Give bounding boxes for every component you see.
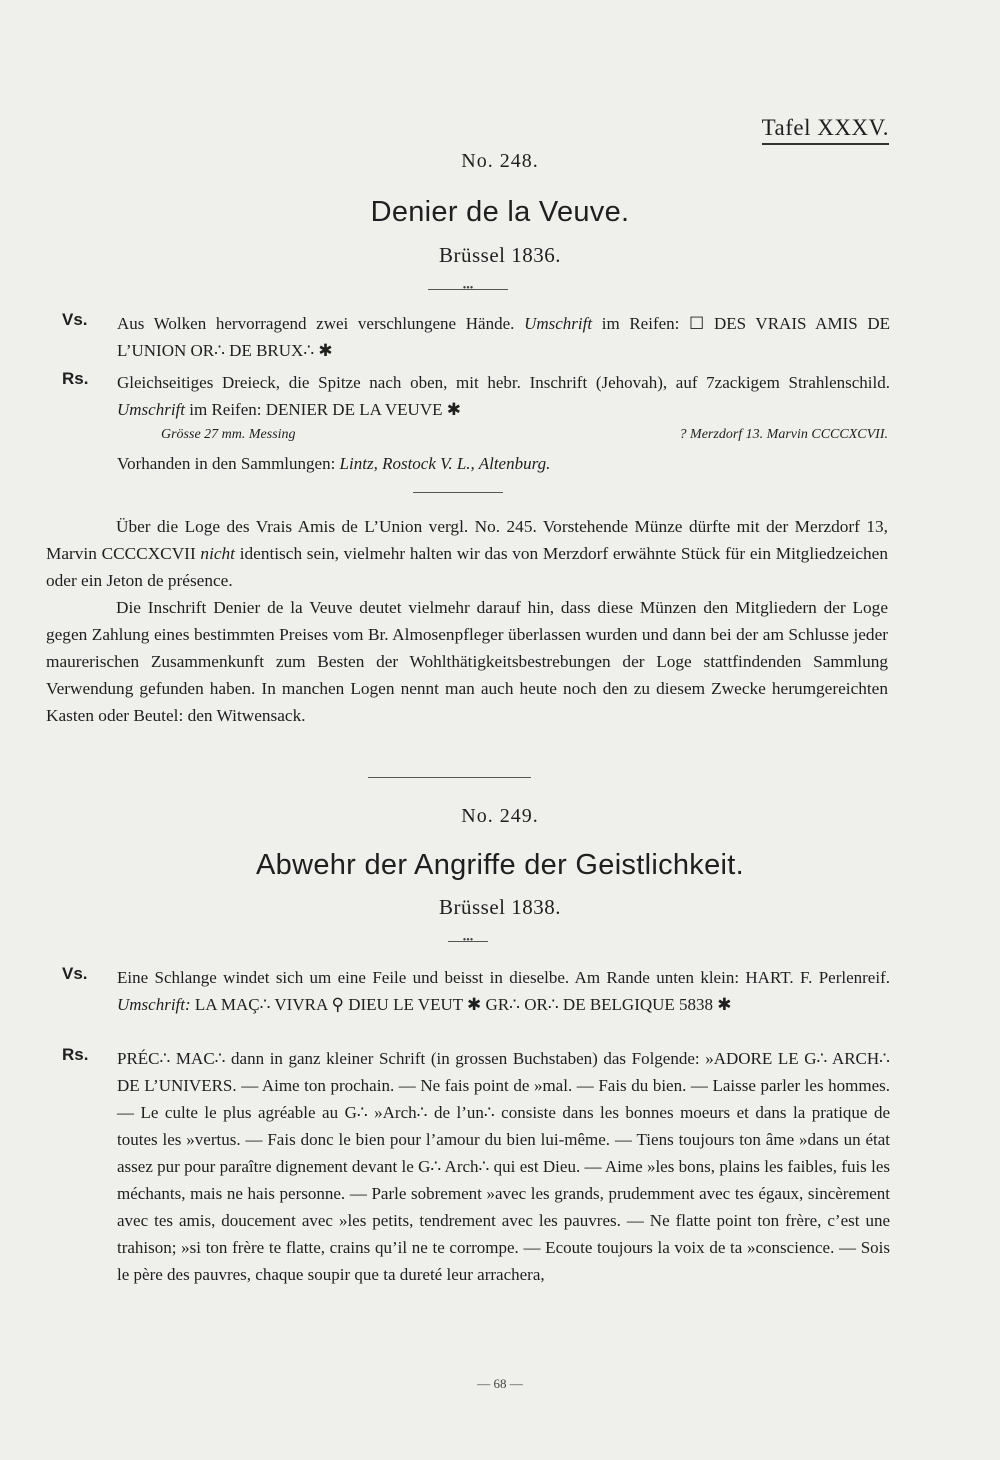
obverse-text (117, 310, 890, 364)
entry-248-title: Denier de la Veuve. (370, 196, 630, 228)
entry-249-obverse (40, 964, 890, 1018)
section-divider (413, 492, 503, 493)
ornament-mark: ••• (462, 283, 474, 294)
commentary (46, 513, 888, 729)
collections-label: Vorhanden in den Sammlungen: (117, 454, 336, 473)
obverse-text (117, 964, 890, 1018)
obverse-text-1: Eine Schlange windet sich um eine Feile und beisst in dieselbe. Am Rande unten klein: HART. F. Perlenreif. (117, 968, 890, 987)
reverse-label: Rs. (62, 1045, 89, 1064)
catalog-references: ? Merzdorf 13. Marvin CCCCXCVII. (679, 427, 888, 442)
reverse-label: Rs. (62, 369, 89, 388)
plate-number: Tafel XXXV. (762, 115, 889, 145)
reverse-umschrift: Umschrift (117, 400, 185, 419)
obverse-label: Vs. (62, 964, 88, 983)
obverse-text-2: LA MAÇ∴ VIVRA ⚲ DIEU LE VEUT ✱ GR∴ OR∴ DE BELGIQUE 5838 ✱ (194, 995, 732, 1014)
reverse-text-2: im Reifen: DENIER DE LA VEUVE ✱ (189, 400, 461, 419)
reverse-inscription: PRÉC∴ MAC∴ dann in ganz kleiner Schrift (in grossen Buchstaben) das Folgende: »ADORE LE G∴ ARCH∴ DE L’UNIVERS. — Aime ton prochain. — Ne fais point de »mal. — Fais du bien. — Laisse parler les hommes. — Le culte le plus agréable au G∴ »Arch∴ de l’un∴ consiste dans les bonnes moeurs et dans la pratique de toutes les »vertus. — Fais donc le bien pour l’amour du bien lui-même. — Tiens toujours ton âme »dans un état assez pur pour paraître dignement devant le G∴ Arch∴ qui est Dieu. — Aime »les bons, plains les faibles, fuis les méchants, mais ne hais personne. — Parle sobrement »avec les grands, prudemment avec tes égaux, sincèrement avec tes amis, doucement avec »les petits, tendrement avec les pauvres. — Ne flatte point ton frère, c’est une trahison; »si ton frère te flatte, crains qu’il ne te corrompe. — Ecoute toujours la voix de ta »conscience. — Sois le père des pauvres, chaque soupir que ta dureté leur arrachera, (117, 1049, 890, 1284)
commentary-paragraph-2: Die Inschrift Denier de la Veuve deutet vielmehr darauf hin, dass diese Münzen den Mitgliedern der Loge gegen Zahlung eines bestimmten Preises vom Br. Almosenpfleger überlassen wurden und dann bei der am Schlusse jeder maurerischen Zusammenkunft zum Besten der Wohlthätigkeitsbestrebungen der Loge stattfindenden Sammlung Verwendung gefunden haben. In manchen Logen nennt man auch heute noch den zu diesem Zwecke herumgereichten Kasten oder Beutel: den Witwensack. (46, 598, 888, 725)
entry-248-number: No. 248. (461, 150, 539, 172)
page-number: — 68 — (477, 1376, 523, 1391)
obverse-label: Vs. (62, 310, 88, 329)
obverse-umschrift: Umschrift (524, 314, 593, 333)
reverse-text-1: Gleichseitiges Dreieck, die Spitze nach oben, mit hebr. Inschrift (Jehovah), auf 7zackigem Strahlenschild. (117, 373, 890, 392)
entry-249-title: Abwehr der Angriffe der Geistlichkeit. (256, 849, 744, 881)
size-material: Grösse 27 mm. Messing (161, 427, 296, 442)
obverse-text-2: im Reifen: ☐ DES VRAIS AMIS DE L’UNION OR∴ DE BRUX∴ ✱ (117, 314, 891, 360)
ornament-mark: ••• (462, 935, 474, 946)
entry-248-obverse (40, 310, 890, 364)
entry-249-number: No. 249. (461, 805, 539, 827)
obverse-text-1: Aus Wolken hervorragend zwei verschlungene Hände. (117, 314, 515, 333)
entry-248-place: Brüssel 1836. (439, 243, 561, 267)
obverse-umschrift: Umschrift: (117, 995, 191, 1014)
commentary-paragraph-1: Über die Loge des Vrais Amis de L’Union vergl. No. 245. Vorstehende Münze dürfte mit der Merzdorf 13, Marvin CCCCXCVII nicht identisch sein, vielmehr halten wir das von Merzdorf erwähnte Stück für ein Mitgliedzeichen oder ein Jeton de présence. (46, 517, 888, 590)
entry-249-place: Brüssel 1838. (439, 895, 561, 919)
section-divider (368, 777, 531, 778)
collections-list: Lintz, Rostock V. L., Altenburg. (339, 454, 551, 473)
entry-248-reverse (40, 369, 890, 423)
entry-249-reverse (40, 1045, 890, 1288)
collections-line (40, 450, 890, 477)
reverse-text (117, 369, 890, 423)
